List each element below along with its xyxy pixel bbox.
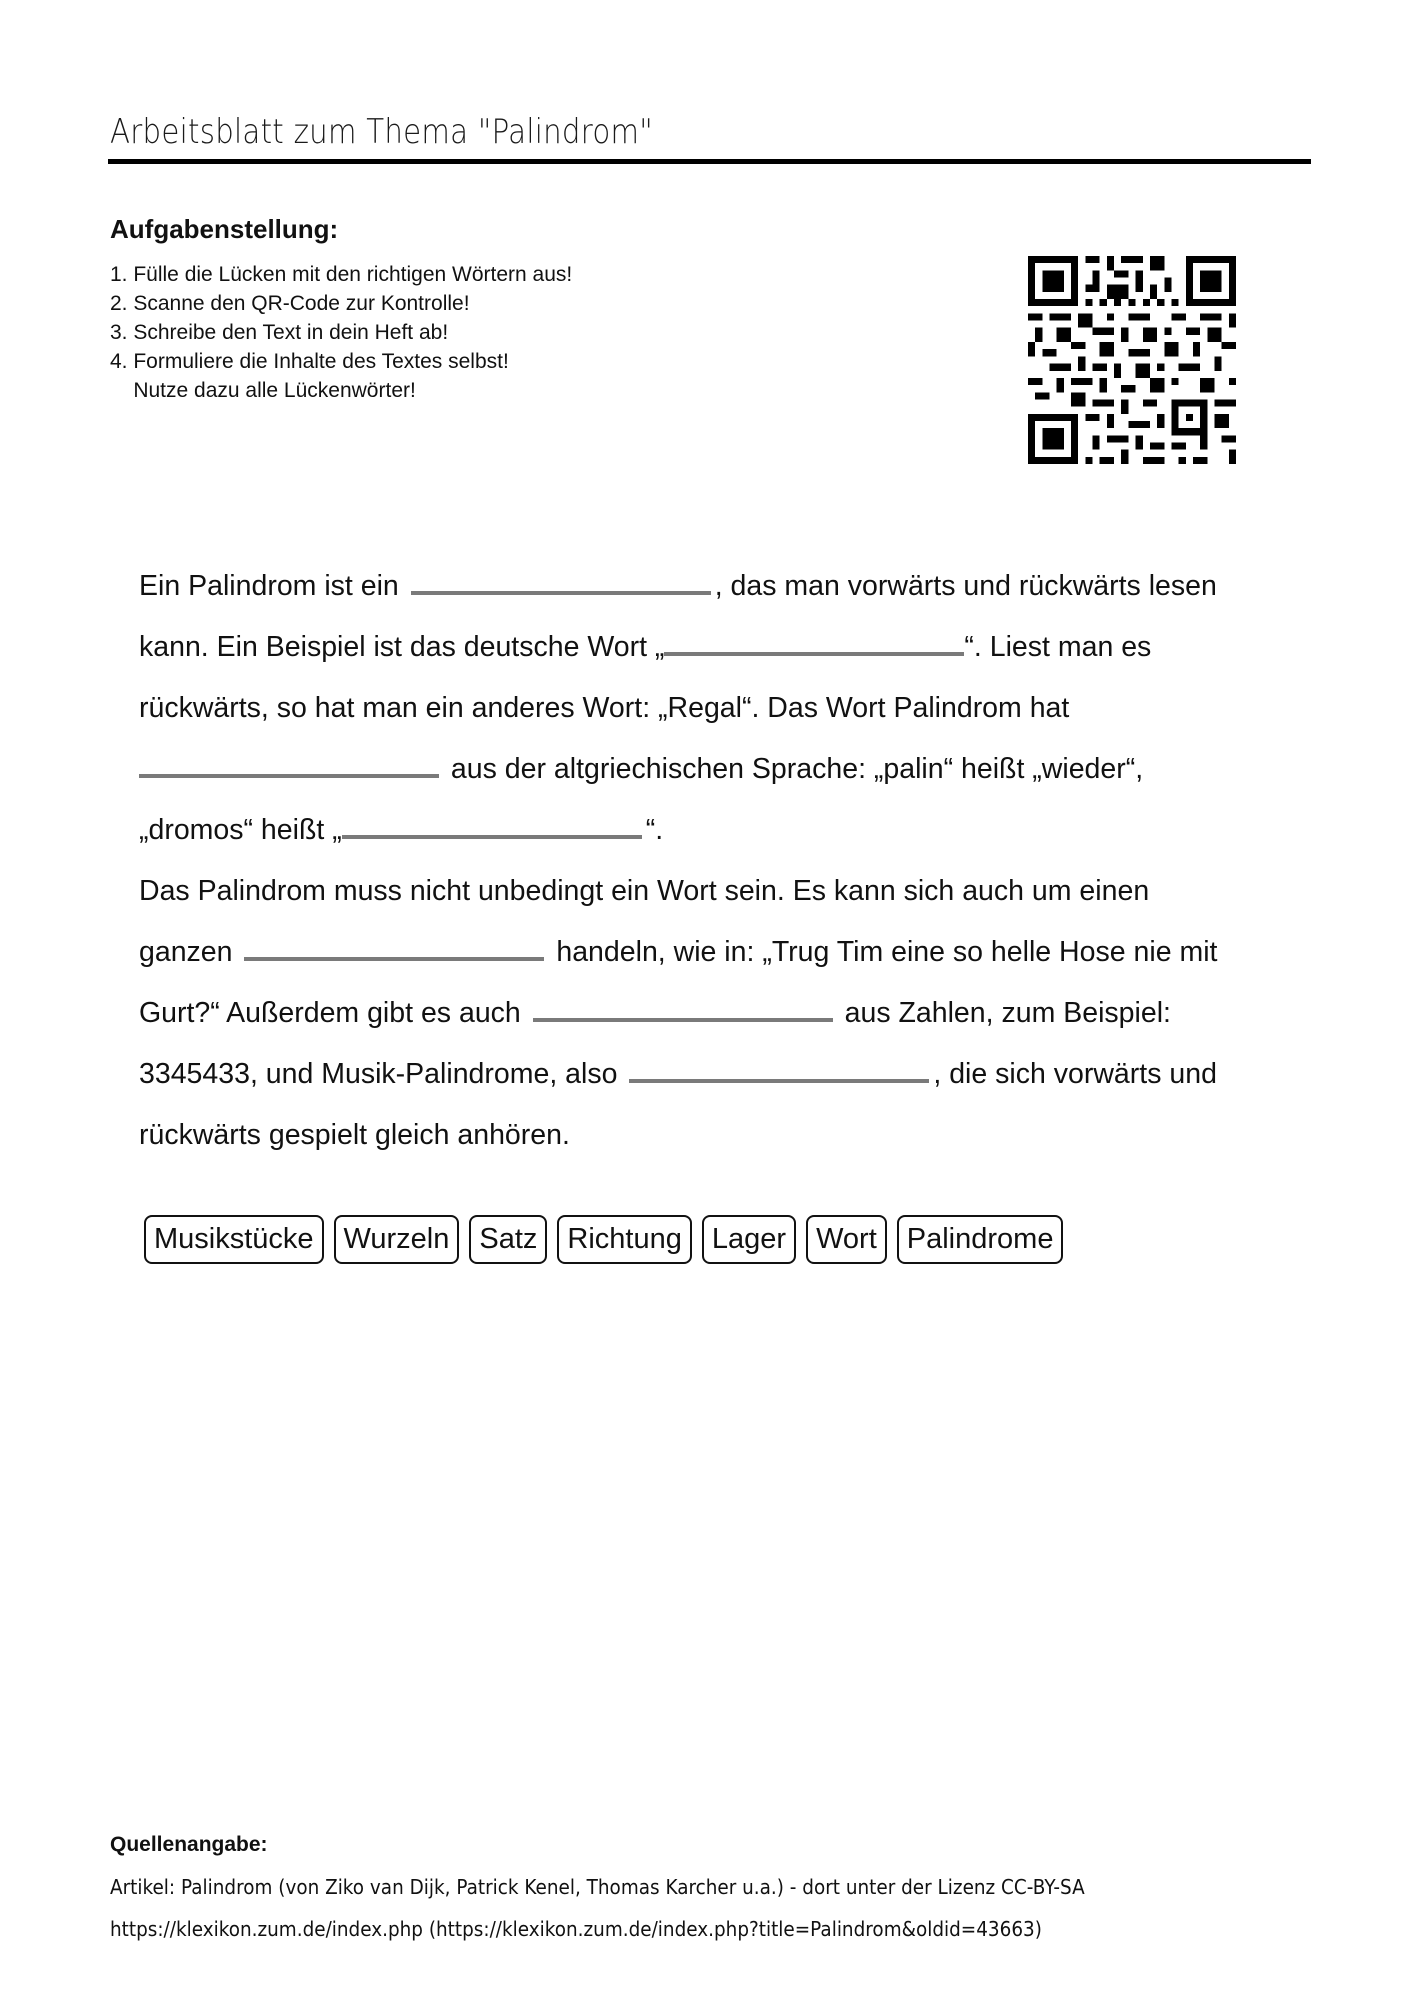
task-item: 4. Formuliere die Inhalte des Textes selbst! [110,350,509,373]
task-item: 3. Schreibe den Text in dein Heft ab! [110,321,449,344]
text-segment: , das man vorwärts und rückwärts lesen [714,570,1217,602]
text-line [139,739,1289,800]
blank-field-5[interactable] [244,931,544,961]
text-line [139,800,1289,861]
task-item: Nutze dazu alle Lückenwörter! [110,379,416,402]
task-heading: Aufgabenstellung: [110,214,339,244]
qr-code-icon[interactable] [1028,256,1236,464]
task-item: 2. Scanne den QR-Code zur Kontrolle! [110,292,470,315]
blank-field-6[interactable] [533,992,833,1022]
title-rule [108,159,1311,164]
source-article: Artikel: Palindrom (von Ziko van Dijk, Patrick Kenel, Thomas Karcher u.a.) - dort unter der Lizenz CC-BY-SA [110,1875,1085,1899]
text-line [139,983,1289,1044]
task-item: 1. Fülle die Lücken mit den richtigen Wörtern aus! [110,263,573,286]
text-line [139,617,1289,678]
blank-field-1[interactable] [411,565,711,595]
text-line [139,861,1289,922]
text-line [139,922,1289,983]
text-segment: handeln, wie in: „Trug Tim eine so helle Hose nie mit [556,936,1218,968]
word-chip[interactable]: Lager [702,1215,796,1264]
text-segment: 3345433, und Musik-Palindrome, also [139,1058,618,1090]
blank-field-4[interactable] [342,809,642,839]
text-segment: “. Liest man es [964,631,1152,663]
text-segment: kann. Ein Beispiel ist das deutsche Wort „ [139,631,665,663]
text-segment: aus der altgriechischen Sprache: „palin“ heißt „wieder“, [450,753,1144,785]
text-segment: Das Palindrom muss nicht unbedingt ein Wort sein. Es kann sich auch um einen [139,875,1150,907]
text-segment: “. [645,814,664,846]
blank-field-7[interactable] [629,1053,929,1083]
text-line [139,678,1289,739]
text-line [139,1105,1289,1166]
word-chip[interactable]: Richtung [557,1215,691,1264]
word-chip[interactable]: Satz [469,1215,547,1264]
word-chip[interactable]: Wort [806,1215,887,1264]
source-url[interactable]: https://klexikon.zum.de/index.php (https://klexikon.zum.de/index.php?title=Palindrom&oldid=43663) [110,1917,1042,1941]
text-segment: , die sich vorwärts und [933,1058,1217,1090]
text-segment: Ein Palindrom ist ein [139,570,399,602]
text-segment: rückwärts, so hat man ein anderes Wort: „Regal“. Das Wort Palindrom hat [139,692,1070,724]
source-heading: Quellenangabe: [110,1833,268,1856]
blank-field-2[interactable] [664,626,964,656]
blank-field-3[interactable] [139,748,439,778]
text-segment: aus Zahlen, zum Beispiel: [844,997,1171,1029]
text-line [139,1044,1289,1105]
text-segment: rückwärts gespielt gleich anhören. [139,1119,570,1151]
page-title: Arbeitsblatt zum Thema "Palindrom" [110,112,653,152]
word-bank [144,1215,1063,1264]
word-chip[interactable]: Musikstücke [144,1215,324,1264]
text-line [139,556,1289,617]
word-chip[interactable]: Palindrome [897,1215,1064,1264]
word-chip[interactable]: Wurzeln [334,1215,460,1264]
text-segment: „dromos“ heißt „ [139,814,342,846]
task-list [110,260,572,405]
text-segment: ganzen [139,936,233,968]
cloze-text [139,556,1289,1166]
text-segment: Gurt?“ Außerdem gibt es auch [139,997,521,1029]
